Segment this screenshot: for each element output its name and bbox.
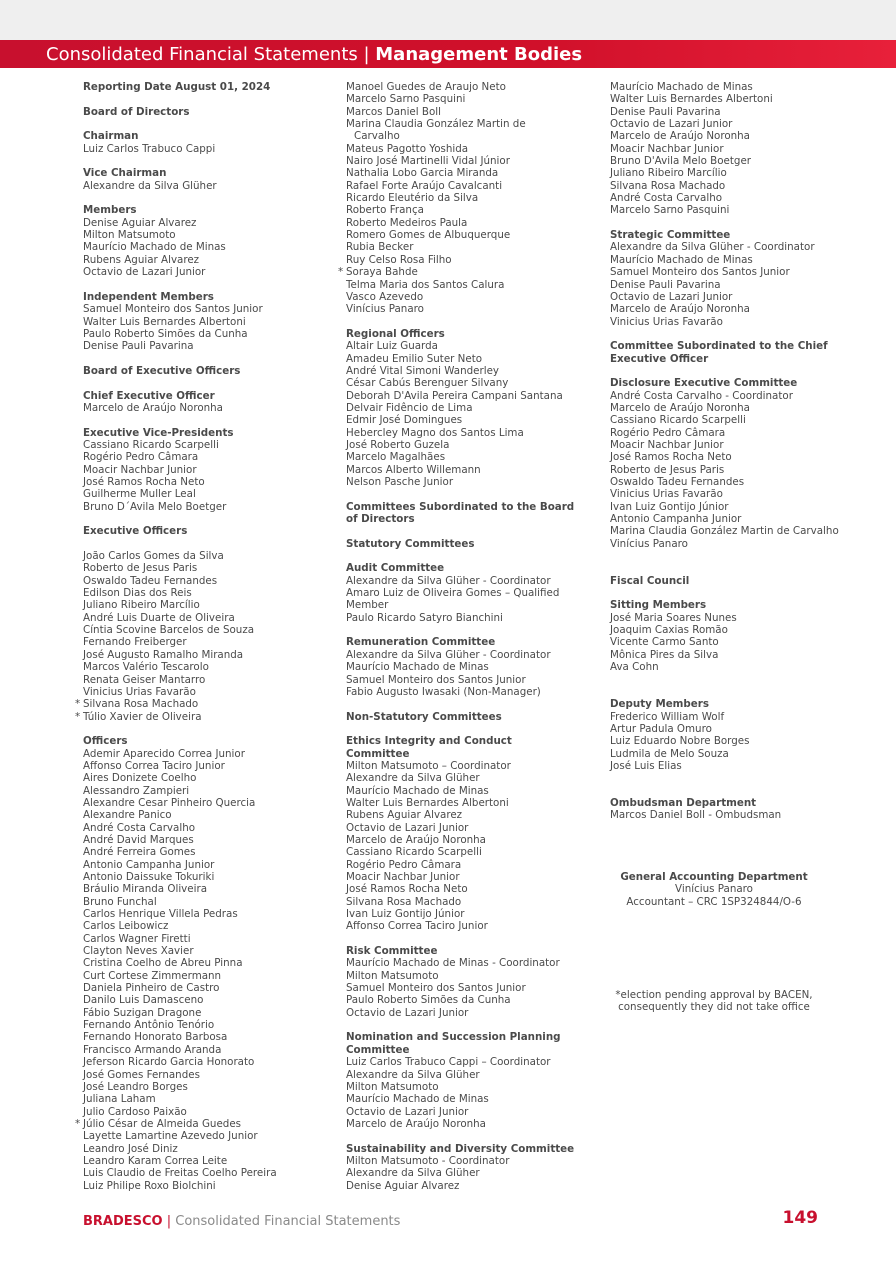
- member-name: * Túlio Xavier de Oliveira: [83, 711, 333, 723]
- member-name: Moacir Nachbar Junior: [83, 463, 197, 476]
- member-name: Cíntia Scovine Barcelos de Souza: [83, 624, 255, 637]
- member-name: * Silvana Rosa Machado: [83, 698, 333, 710]
- member-name: Marcos Alberto Willemann: [346, 463, 481, 476]
- member-name: Roberto Medeiros Paula: [346, 216, 468, 229]
- member-name: Marcelo Sarno Pasquini: [346, 93, 466, 106]
- member-name: Luiz Carlos Trabuco Cappi: [83, 142, 216, 155]
- member-name: Alexandre da Silva Glüher: [83, 179, 217, 192]
- page-number: 149: [782, 1208, 818, 1228]
- spacer: [346, 525, 596, 537]
- member-name: André Costa Carvalho: [610, 192, 723, 205]
- spacer: [346, 316, 596, 328]
- member-name: Affonso Correa Taciro Junior: [83, 759, 225, 772]
- section-heading: Non-Statutory Committees: [346, 710, 502, 723]
- member-name: Daniela Pinheiro de Castro: [83, 982, 220, 995]
- member-name: Clayton Neves Xavier: [83, 945, 194, 958]
- section-heading: Officers: [83, 735, 128, 748]
- section-heading: Disclosure Executive Committee: [610, 377, 798, 390]
- member-name: Edilson Dias dos Reis: [83, 587, 192, 600]
- footnote-line-1: *election pending approval by BACEN,: [615, 989, 813, 1001]
- member-name: Nairo José Martinelli Vidal Júnior: [346, 155, 510, 168]
- member-name: Rubens Aguiar Alvarez: [346, 809, 463, 822]
- member-name: Denise Aguiar Alvarez: [83, 216, 197, 229]
- member-name: Ademir Aparecido Correa Junior: [83, 747, 245, 760]
- member-name: Samuel Monteiro dos Santos Junior: [346, 673, 526, 686]
- member-name: Cristina Coelho de Abreu Pinna: [83, 957, 243, 970]
- member-name: Alexandre da Silva Glüher: [346, 1167, 480, 1180]
- member-name: Cassiano Ricardo Scarpelli: [346, 846, 482, 859]
- member-name: Milton Matsumoto: [83, 229, 176, 242]
- member-name: Antonio Campanha Junior: [610, 513, 742, 526]
- spacer: [83, 93, 333, 105]
- member-name: Nathalia Lobo Garcia Miranda: [346, 167, 499, 180]
- spacer: [83, 279, 333, 291]
- spacer: [610, 217, 860, 229]
- spacer: [346, 933, 596, 945]
- member-name: Julio Cardoso Paixão: [83, 1105, 187, 1118]
- section-heading: Deputy Members: [610, 698, 709, 711]
- section-heading: Committee: [346, 1043, 410, 1056]
- member-name: Telma Maria dos Santos Calura: [346, 278, 505, 291]
- member-name: Bráulio Miranda Oliveira: [83, 883, 208, 896]
- content-column-3: [610, 81, 860, 822]
- member-name: Juliano Ribeiro Marcílio: [610, 167, 727, 180]
- member-name: José Ramos Rocha Neto: [610, 451, 732, 464]
- member-name: Danilo Luis Damasceno: [83, 994, 204, 1007]
- member-name: Marcelo de Araújo Noronha: [610, 130, 750, 143]
- member-name: César Cabús Berenguer Silvany: [346, 377, 509, 390]
- member-name: Paulo Ricardo Satyro Bianchini: [346, 611, 503, 624]
- section-heading: Ethics Integrity and Conduct: [346, 735, 512, 748]
- member-name: Silvana Rosa Machado: [610, 179, 726, 192]
- member-name: Bruno D'Avila Melo Boetger: [610, 155, 752, 168]
- member-name: Maurício Machado de Minas: [346, 784, 489, 797]
- member-name: Hebercley Magno dos Santos Lima: [346, 426, 524, 439]
- member-name: Marcelo de Araújo Noronha: [610, 303, 750, 316]
- section-heading: Committee Subordinated to the Chief: [610, 340, 828, 353]
- spacer: [346, 624, 596, 636]
- member-name: * Soraya Bahde: [346, 266, 596, 278]
- member-name: Mateus Pagotto Yoshida: [346, 142, 469, 155]
- member-name: André Costa Carvalho - Coordinator: [610, 389, 793, 402]
- member-name: Marcelo de Araújo Noronha: [83, 401, 223, 414]
- member-name: Octavio de Lazari Junior: [610, 118, 733, 131]
- member-name: Oswaldo Tadeu Fernandes: [83, 574, 218, 587]
- spacer: [610, 587, 860, 599]
- member-name: Roberto França: [346, 204, 424, 217]
- member-name: Carlos Wagner Firetti: [83, 932, 191, 945]
- member-name: Maurício Machado de Minas: [346, 1093, 489, 1106]
- member-name: Jeferson Ricardo Garcia Honorato: [83, 1056, 255, 1069]
- member-name: Marcelo Sarno Pasquini: [610, 204, 730, 217]
- member-name: Walter Luis Bernardes Albertoni: [346, 796, 509, 809]
- spacer: [346, 1019, 596, 1031]
- member-name: Vinicius Urias Favarão: [610, 315, 723, 328]
- member-name: Denise Pauli Pavarina: [610, 105, 721, 118]
- member-name: Ivan Luiz Gontijo Júnior: [346, 908, 465, 921]
- member-name: Marcelo de Araújo Noronha: [346, 1117, 486, 1130]
- member-name: Delvair Fidêncio de Lima: [346, 401, 473, 414]
- member-name: José Gomes Fernandes: [83, 1068, 200, 1081]
- spacer: [83, 538, 333, 550]
- section-heading: Regional Officers: [346, 327, 445, 340]
- member-name: André Luis Duarte de Oliveira: [83, 611, 235, 624]
- member-name: José Leandro Borges: [83, 1080, 188, 1093]
- member-name: Artur Padula Omuro: [610, 722, 712, 735]
- member-name: Walter Luis Bernardes Albertoni: [83, 315, 246, 328]
- spacer: [83, 414, 333, 426]
- member-name: Amadeu Emilio Suter Neto: [346, 352, 483, 365]
- member-name: José Ramos Rocha Neto: [346, 883, 468, 896]
- member-name: Vinícius Panaro: [610, 537, 688, 550]
- page-header-title: [46, 44, 582, 66]
- section-heading: Sustainability and Diversity Committee: [346, 1142, 575, 1155]
- member-name: Denise Aguiar Alvarez: [346, 1179, 460, 1192]
- member-name: Leandro Karam Correa Leite: [83, 1154, 228, 1167]
- member-name: Milton Matsumoto – Coordinator: [346, 759, 511, 772]
- member-name: Marina Claudia González Martin de Carvalho: [610, 525, 839, 538]
- member-name: Maurício Machado de Minas - Coordinator: [346, 957, 560, 970]
- member-name: Milton Matsumoto: [346, 969, 439, 982]
- member-name: Amaro Luiz de Oliveira Gomes – Qualified: [346, 587, 560, 600]
- member-name: Octavio de Lazari Junior: [346, 1105, 469, 1118]
- member-name: Samuel Monteiro dos Santos Junior: [610, 266, 790, 279]
- member-name: Francisco Armando Aranda: [83, 1043, 222, 1056]
- member-name: André Costa Carvalho: [83, 821, 196, 834]
- member-name: Walter Luis Bernardes Albertoni: [610, 93, 773, 106]
- member-name: Octavio de Lazari Junior: [346, 1006, 469, 1019]
- accounting-name: Vinícius Panaro: [675, 883, 753, 896]
- member-name: Curt Cortese Zimmermann: [83, 969, 222, 982]
- footer-separator: |: [162, 1214, 176, 1229]
- member-name: Moacir Nachbar Junior: [346, 871, 460, 883]
- section-heading: Fiscal Council: [610, 574, 690, 587]
- member-name: Alessandro Zampieri: [83, 784, 190, 797]
- member-name: Alexandre da Silva Glüher - Coordinator: [346, 574, 551, 587]
- member-name: Ivan Luiz Gontijo Júnior: [610, 500, 729, 513]
- member-name: João Carlos Gomes da Silva: [83, 550, 224, 563]
- member-name: André Vital Simoni Wanderley: [346, 364, 500, 377]
- section-heading: Ombudsman Department: [610, 796, 757, 809]
- footnote-line-2: consequently they did not take office: [618, 1001, 810, 1014]
- member-name: Deborah D'Avila Pereira Campani Santana: [346, 389, 563, 402]
- member-name: Luis Claudio de Freitas Coelho Pereira: [83, 1167, 277, 1180]
- member-name: Octavio de Lazari Junior: [610, 290, 733, 303]
- member-name: Fernando Honorato Barbosa: [83, 1031, 228, 1044]
- member-name: André Ferreira Gomes: [83, 846, 196, 859]
- member-name: Bruno Funchal: [83, 895, 157, 908]
- member-name: Bruno D´Avila Melo Boetger: [83, 500, 227, 513]
- member-name: Samuel Monteiro dos Santos Junior: [83, 303, 263, 316]
- member-name: Fabio Augusto Iwasaki (Non-Manager): [346, 685, 541, 698]
- spacer: [83, 155, 333, 167]
- member-name: Cassiano Ricardo Scarpelli: [610, 414, 746, 427]
- member-name: André David Marques: [83, 833, 194, 846]
- member-name: Rogério Pedro Câmara: [610, 426, 726, 439]
- section-heading: Members: [83, 204, 137, 217]
- spacer: [83, 723, 333, 735]
- member-name: Maurício Machado de Minas: [610, 81, 753, 93]
- member-name: José Luis Elias: [610, 759, 682, 772]
- member-name: Alexandre da Silva Glüher: [346, 772, 480, 785]
- member-name: Alexandre da Silva Glüher: [346, 1068, 480, 1081]
- section-heading: Independent Members: [83, 290, 214, 303]
- member-name: Antonio Daissuke Tokuriki: [83, 871, 215, 883]
- spacer: [610, 674, 860, 686]
- member-name: Ruy Celso Rosa Filho: [346, 253, 452, 266]
- member-name: Moacir Nachbar Junior: [610, 438, 724, 451]
- member-name: Edmir José Domingues: [346, 414, 463, 427]
- member-name: Octavio de Lazari Junior: [346, 821, 469, 834]
- section-heading: Board of Executive Officers: [83, 364, 241, 377]
- spacer: [610, 785, 860, 797]
- member-name: Alexandre Panico: [83, 809, 172, 822]
- header-title-bold: Management Bodies: [375, 44, 583, 65]
- member-name: Vinicius Urias Favarão: [83, 685, 196, 698]
- member-name: Frederico William Wolf: [610, 710, 725, 723]
- member-name: Rafael Forte Araújo Cavalcanti: [346, 179, 503, 192]
- member-name: Moacir Nachbar Junior: [610, 142, 724, 155]
- section-heading: Chief Executive Officer: [83, 389, 215, 402]
- member-name: Fábio Suzigan Dragone: [83, 1006, 202, 1019]
- member-name: Affonso Correa Taciro Junior: [346, 920, 488, 933]
- spacer: [610, 328, 860, 340]
- member-name: Nelson Pasche Junior: [346, 476, 454, 488]
- member-name: Mônica Pires da Silva: [610, 648, 719, 661]
- member-name: Paulo Roberto Simões da Cunha: [346, 994, 511, 1007]
- member-name: Joaquim Caxias Romão: [610, 624, 728, 637]
- member-name: * Júlio César de Almeida Guedes: [83, 1118, 333, 1130]
- member-name: Luiz Carlos Trabuco Cappi – Coordinator: [346, 1056, 551, 1069]
- spacer: [610, 365, 860, 377]
- section-heading: Sitting Members: [610, 599, 707, 612]
- member-name: Leandro José Diniz: [83, 1142, 178, 1155]
- section-heading: Remuneration Committee: [346, 636, 496, 649]
- spacer: [610, 562, 860, 574]
- member-name: Milton Matsumoto: [346, 1080, 439, 1093]
- member-name: Samuel Monteiro dos Santos Junior: [346, 982, 526, 995]
- member-name: José Maria Soares Nunes: [610, 611, 737, 624]
- member-name: Alexandre Cesar Pinheiro Quercia: [83, 796, 256, 809]
- spacer: [346, 723, 596, 735]
- member-name: Marcos Daniel Boll: [346, 105, 441, 118]
- content-column-2: [346, 81, 596, 1192]
- section-heading: Board of Directors: [83, 105, 190, 118]
- spacer: [346, 550, 596, 562]
- member-name: Ava Cohn: [610, 661, 659, 674]
- accounting-department-block: [610, 871, 818, 908]
- member-name: Alexandre da Silva Glüher - Coordinator: [610, 241, 815, 254]
- section-heading: Executive Officer: [610, 352, 709, 365]
- member-name: Juliano Ribeiro Marcílio: [83, 599, 200, 612]
- section-heading: Reporting Date August 01, 2024: [83, 81, 271, 93]
- member-name: Milton Matsumoto - Coordinator: [346, 1154, 510, 1167]
- content-column-1: [83, 81, 333, 1192]
- member-name: Vinicius Urias Favarão: [610, 488, 723, 501]
- member-name: Carlos Leibowicz: [83, 920, 169, 933]
- member-name: Marcelo de Araújo Noronha: [346, 833, 486, 846]
- section-heading: Risk Committee: [346, 945, 438, 958]
- member-name: Vicente Carmo Santo: [610, 636, 719, 649]
- section-heading: Chairman: [83, 130, 139, 143]
- election-footnote: [610, 989, 818, 1014]
- member-name: Luiz Philipe Roxo Biolchini: [83, 1179, 216, 1192]
- member-name: Marcos Valério Tescarolo: [83, 661, 209, 674]
- section-heading: Committees Subordinated to the Board: [346, 500, 575, 513]
- header-title-light: Consolidated Financial Statements |: [46, 44, 376, 65]
- member-name: Paulo Roberto Simões da Cunha: [83, 327, 248, 340]
- section-heading: Vice Chairman: [83, 167, 167, 180]
- member-name: Antonio Campanha Junior: [83, 858, 215, 871]
- section-heading: Strategic Committee: [610, 229, 731, 242]
- member-name: Maurício Machado de Minas: [610, 253, 753, 266]
- member-name: Denise Pauli Pavarina: [610, 278, 721, 291]
- section-heading: Committee: [346, 747, 410, 760]
- member-name: Rubia Becker: [346, 241, 414, 254]
- member-name: Fernando Freiberger: [83, 636, 187, 649]
- member-name: Carvalho: [354, 130, 400, 143]
- member-name: Ludmila de Melo Souza: [610, 747, 729, 760]
- member-name: Luiz Eduardo Nobre Borges: [610, 735, 750, 748]
- accounting-role: Accountant – CRC 1SP324844/O-6: [626, 895, 802, 908]
- section-heading: Nomination and Succession Planning: [346, 1031, 561, 1044]
- member-name: Vasco Azevedo: [346, 290, 424, 303]
- member-name: Vinícius Panaro: [346, 303, 424, 316]
- spacer: [610, 550, 860, 562]
- member-name: Ricardo Eleutério da Silva: [346, 192, 479, 205]
- page-header-banner: [0, 40, 896, 68]
- member-name: Manoel Guedes de Araujo Neto: [346, 81, 506, 93]
- member-name: Roberto de Jesus Paris: [83, 562, 198, 575]
- member-name: José Roberto Guzela: [346, 438, 450, 451]
- member-name: Member: [346, 599, 389, 612]
- member-name: Juliana Laham: [83, 1093, 156, 1106]
- page-footer: [83, 1210, 823, 1230]
- member-name: Marcos Daniel Boll - Ombudsman: [610, 809, 782, 822]
- member-name: Altair Luiz Guarda: [346, 340, 438, 353]
- spacer: [346, 1130, 596, 1142]
- spacer: [346, 488, 596, 500]
- spacer: [346, 698, 596, 710]
- section-heading: Audit Committee: [346, 562, 445, 575]
- member-name: Roberto de Jesus Paris: [610, 463, 725, 476]
- top-margin-band: [0, 0, 896, 40]
- member-name: Alexandre da Silva Glüher - Coordinator: [346, 648, 551, 661]
- spacer: [610, 686, 860, 698]
- section-heading: of Directors: [346, 513, 415, 526]
- spacer: [610, 772, 860, 784]
- member-name: Denise Pauli Pavarina: [83, 340, 194, 353]
- member-name: Marcelo de Araújo Noronha: [610, 401, 750, 414]
- member-name: Layette Lamartine Azevedo Junior: [83, 1130, 258, 1143]
- member-name: Guilherme Muller Leal: [83, 488, 196, 501]
- spacer: [83, 353, 333, 365]
- member-name: Rogério Pedro Câmara: [346, 858, 462, 871]
- section-heading: Executive Vice-Presidents: [83, 426, 234, 439]
- member-name: Maurício Machado de Minas: [346, 661, 489, 674]
- spacer: [83, 192, 333, 204]
- accounting-title: General Accounting Department: [620, 871, 808, 883]
- section-heading: Executive Officers: [83, 525, 188, 538]
- member-name: Marina Claudia González Martin de: [346, 118, 526, 131]
- member-name: Aires Donizete Coelho: [83, 772, 197, 785]
- member-name: Marcelo Magalhães: [346, 451, 446, 464]
- section-heading: Statutory Committees: [346, 537, 475, 550]
- member-name: Rubens Aguiar Alvarez: [83, 253, 200, 266]
- member-name: Carlos Henrique Villela Pedras: [83, 908, 238, 921]
- member-name: Oswaldo Tadeu Fernandes: [610, 476, 745, 488]
- member-name: Romero Gomes de Albuquerque: [346, 229, 511, 242]
- member-name: Maurício Machado de Minas: [83, 241, 226, 254]
- member-name: Fernando Antônio Tenório: [83, 1019, 215, 1032]
- member-name: Silvana Rosa Machado: [346, 895, 462, 908]
- member-name: Renata Geiser Mantarro: [83, 673, 206, 686]
- member-name: Rogério Pedro Câmara: [83, 451, 199, 464]
- member-name: Cassiano Ricardo Scarpelli: [83, 438, 219, 451]
- member-name: José Ramos Rocha Neto: [83, 476, 205, 488]
- spacer: [83, 513, 333, 525]
- member-name: Octavio de Lazari Junior: [83, 266, 206, 279]
- footer-subtitle: Consolidated Financial Statements: [175, 1214, 401, 1229]
- spacer: [83, 118, 333, 130]
- member-name: José Augusto Ramalho Miranda: [83, 648, 244, 661]
- footer-brand: BRADESCO: [83, 1214, 163, 1229]
- spacer: [83, 377, 333, 389]
